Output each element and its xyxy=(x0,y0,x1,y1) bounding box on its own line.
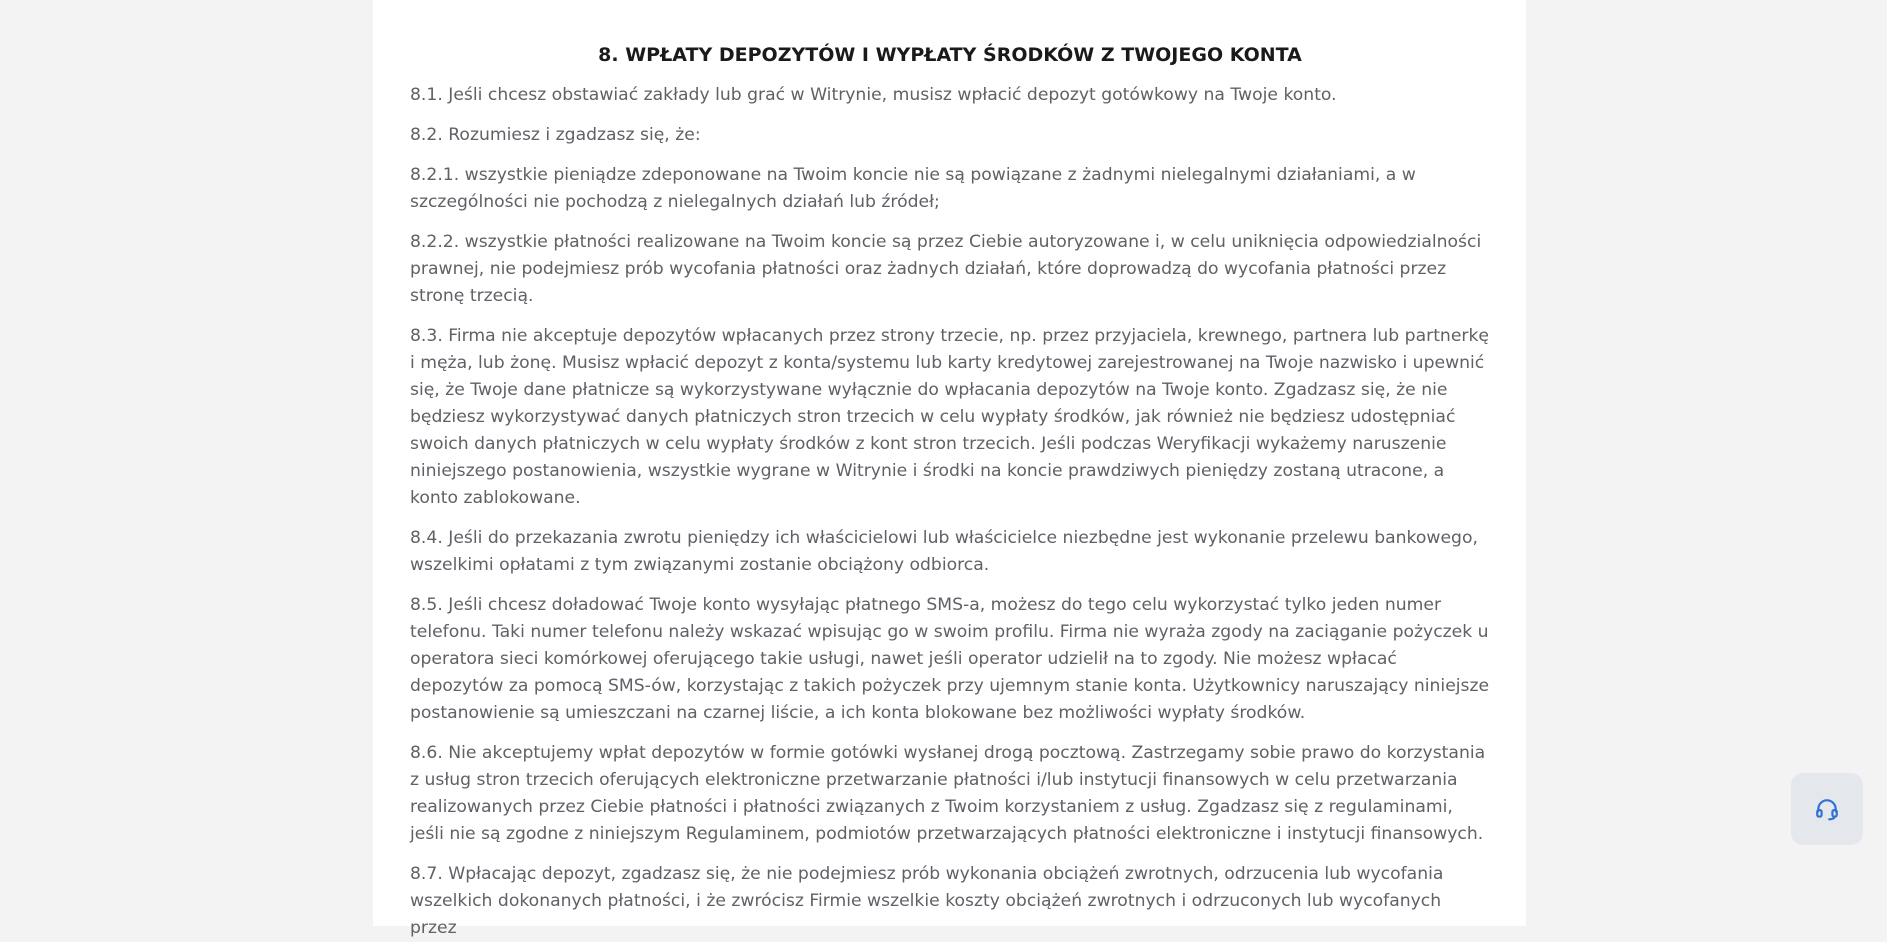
paragraph-8-2-1: 8.2.1. wszystkie pieniądze zdeponowane na Twoim koncie nie są powiązane z żadnymi nielegalnymi działaniami, a w szczególności nie pochodzą z nielegalnych działań lub źródeł; xyxy=(410,165,1416,212)
section-title: 8. WPŁATY DEPOZYTÓW I WYPŁATY ŚRODKÓW Z TWOJEGO KONTA xyxy=(598,44,1302,66)
paragraph-8-5: 8.5. Jeśli chcesz doładować Twoje konto wysyłając płatnego SMS-a, możesz do tego celu wykorzystać tylko jeden numer telefonu. Taki numer telefonu należy wskazać wpisując go w swoim profilu. Firma nie wyraża zgody na zaciąganie pożyczek u operatora sieci komórkowej oferującego takie usługi, nawet jeśli operator udzielił na to zgody. Nie możesz wpłacać depozytów za pomocą SMS-ów, korzystając z takich pożyczek przy ujemnym stanie konta. Użytkownicy naruszający niniejsze postanowienie są umieszczani na czarnej liście, a ich konta blokowane bez możliwości wypłaty środków. xyxy=(410,595,1490,723)
document-content xyxy=(373,0,1526,942)
paragraph-8-2-2: 8.2.2. wszystkie płatności realizowane na Twoim koncie są przez Ciebie autoryzowane i, w celu uniknięcia odpowiedzialności prawnej, nie podejmiesz prób wycofania płatności oraz żadnych działań, które doprowadzą do wycofania płatności przez stronę trzecią. xyxy=(410,232,1482,306)
document-page xyxy=(373,0,1526,938)
paragraph-8-2: 8.2. Rozumiesz i zgadzasz się, że: xyxy=(410,125,701,145)
paragraph-8-3: 8.3. Firma nie akceptuje depozytów wpłacanych przez strony trzecie, np. przez przyjaciela, krewnego, partnera lub partnerkę i męża, lub żonę. Musisz wpłacić depozyt z konta/systemu lub karty kredytowej zarejestrowanej na Twoje nazwisko i upewnić się, że Twoje dane płatnicze są wykorzystywane wyłącznie do wpłacania depozytów na Twoje konto. Zgadzasz się, że nie będziesz wykorzystywać danych płatniczych stron trzecich w celu wypłaty środków, jak również nie będziesz udostępniać swoich danych płatniczych w celu wypłaty środków z kont stron trzecich. Jeśli podczas Weryfikacji wykażemy naruszenie niniejszego postanowienia, wszystkie wygrane w Witrynie i środki na koncie prawdziwych pieniędzy zostaną utracone, a konto zablokowane. xyxy=(410,326,1489,508)
paragraph-8-6: 8.6. Nie akceptujemy wpłat depozytów w formie gotówki wysłanej drogą pocztową. Zastrzegamy sobie prawo do korzystania z usług stron trzecich oferujących elektroniczne przetwarzanie płatności i/lub instytucji finansowych w celu przetwarzania realizowanych przez Ciebie płatności i płatności związanych z Twoim korzystaniem z usług. Zgadzasz się z regulaminami, jeśli nie są zgodne z niniejszym Regulaminem, podmiotów przetwarzających płatności elektroniczne i instytucji finansowych. xyxy=(410,743,1486,844)
headset-icon xyxy=(1814,796,1840,822)
paragraph-8-4: 8.4. Jeśli do przekazania zwrotu pieniędzy ich właścicielowi lub właścicielce niezbędne jest wykonanie przelewu bankowego, wszelkimi opłatami z tym związanymi zostanie obciążony odbiorca. xyxy=(410,528,1478,575)
support-chat-button[interactable] xyxy=(1791,773,1863,845)
paragraph-8-1: 8.1. Jeśli chcesz obstawiać zakłady lub grać w Witrynie, musisz wpłacić depozyt gotówkowy na Twoje konto. xyxy=(410,85,1337,105)
paragraph-8-7: 8.7. Wpłacając depozyt, zgadzasz się, że nie podejmiesz prób wykonania obciążeń zwrotnych, odrzucenia lub wycofania wszelkich dokonanych płatności, i że zwrócisz Firmie wszelkie koszty obciążeń zwrotnych i odrzuconych lub wycofanych przez xyxy=(410,864,1444,938)
